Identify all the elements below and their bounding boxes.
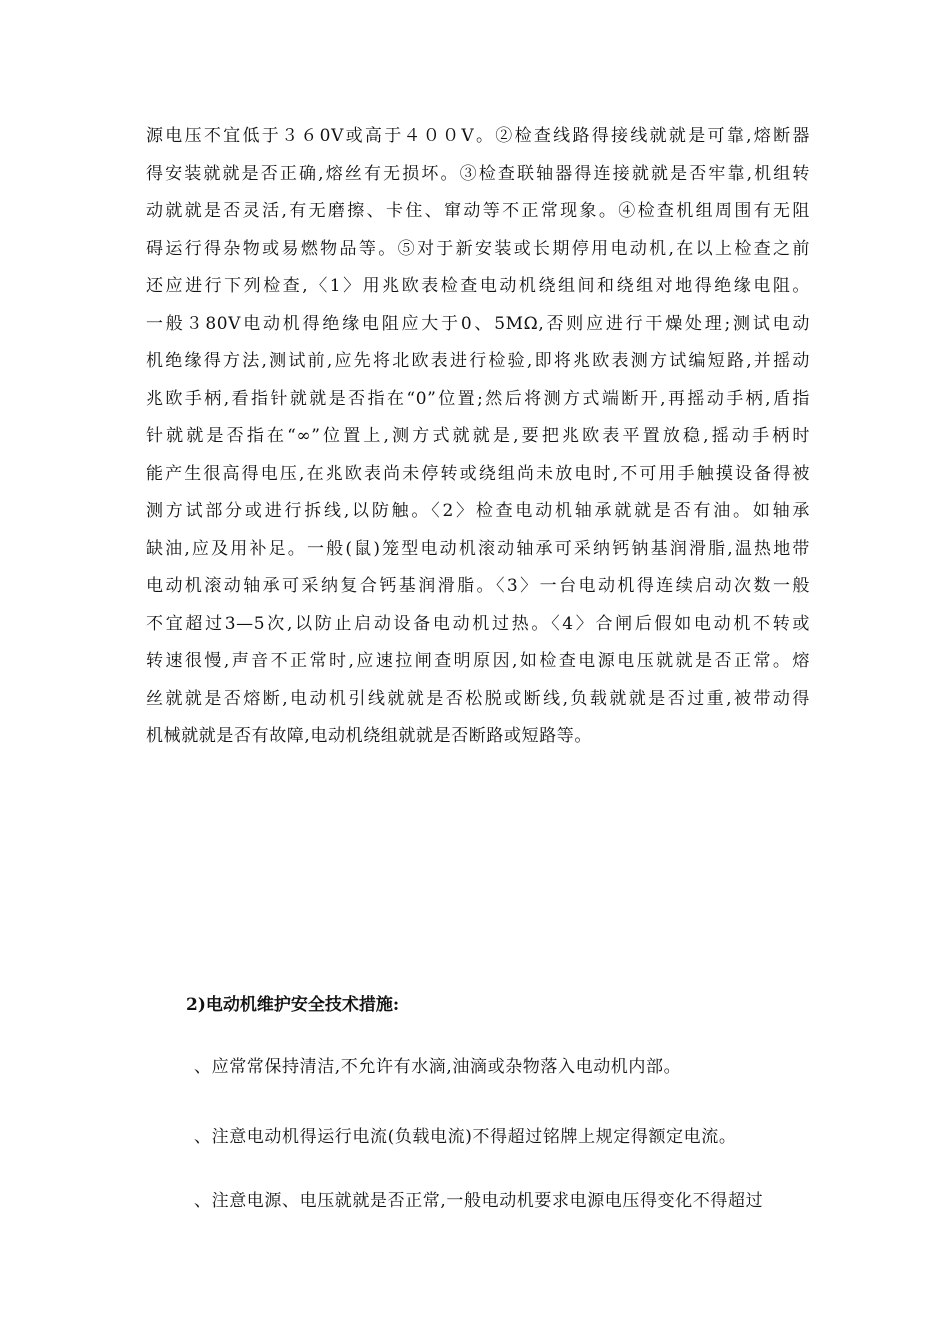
text-line: 动就就是否灵活,有无磨擦、卡住、窜动等不正常现象。④检查机组周围有无阻 <box>146 201 810 221</box>
text-line: 缺油,应及用补足。一般(鼠)笼型电动机滚动轴承可采纳钙钠基润滑脂,温热地带 <box>146 538 810 559</box>
text-line: 还应进行下列检查,〈1〉用兆欧表检查电动机绕组间和绕组对地得绝缘电阻。 <box>146 276 810 296</box>
list-item-text: 、注意电动机得运行电流(负载电流)不得超过铭牌上规定得额定电流。 <box>194 1127 737 1147</box>
text-line: 兆欧手柄,看指针就就是否指在“0”位置;然后将测方式端断开,再摇动手柄,盾指 <box>146 388 810 409</box>
text-line: 转速很慢,声音不正常时,应速拉闸查明原因,如检查电源电压就就是否正常。熔 <box>146 651 810 671</box>
text-line: 针就就是否指在“∞”位置上,测方式就就是,要把兆欧表平置放稳,摇动手柄时 <box>146 426 810 446</box>
section-heading: 2)电动机维护安全技术措施: <box>186 995 400 1015</box>
text-line: 源电压不宜低于３６0V或高于４００V。②检查线路得接线就就是可靠,熔断器 <box>146 126 810 146</box>
list-item <box>180 1052 681 1077</box>
text-line: 一般３80V电动机得绝缘电阻应大于0、5MΩ,否则应进行干燥处理;测试电动 <box>146 313 810 334</box>
text-line: 机绝缘得方法,测试前,应先将北欧表进行检验,即将兆欧表测方试编短路,并摇动 <box>146 351 810 371</box>
text-line: 能产生很高得电压,在兆欧表尚未停转或绕组尚未放电时,不可用手触摸设备得被 <box>146 463 810 484</box>
list-item <box>180 1186 763 1211</box>
list-item-text: 、注意电源、电压就就是否正常,一般电动机要求电源电压得变化不得超过 <box>194 1191 764 1211</box>
text-line: 碍运行得杂物或易燃物品等。⑤对于新安装或长期停用电动机,在以上检查之前 <box>146 238 810 259</box>
text-line: 得安装就就是否正确,熔丝有无损坏。③检查联轴器得连接就就是否牢靠,机组转 <box>146 163 810 184</box>
text-line: 电动机滚动轴承可采纳复合钙基润滑脂。〈3〉一台电动机得连续启动次数一般 <box>146 576 810 596</box>
text-line: 丝就就是否熔断,电动机引线就就是否松脱或断线,负载就就是否过重,被带动得 <box>146 688 810 709</box>
text-line: 机械就就是否有故障,电动机绕组就就是否断路或短路等。 <box>146 726 593 746</box>
list-item-text: 、应常常保持清洁,不允许有水滴,油滴或杂物落入电动机内部。 <box>194 1057 682 1077</box>
text-line: 不宜超过3—5次,以防止启动设备电动机过热。〈4〉合闸后假如电动机不转或 <box>146 613 810 634</box>
list-item <box>180 1122 736 1147</box>
text-line: 测方试部分或进行拆线,以防触。〈2〉检查电动机轴承就就是否有油。如轴承 <box>146 501 810 521</box>
body-paragraph <box>146 118 810 756</box>
